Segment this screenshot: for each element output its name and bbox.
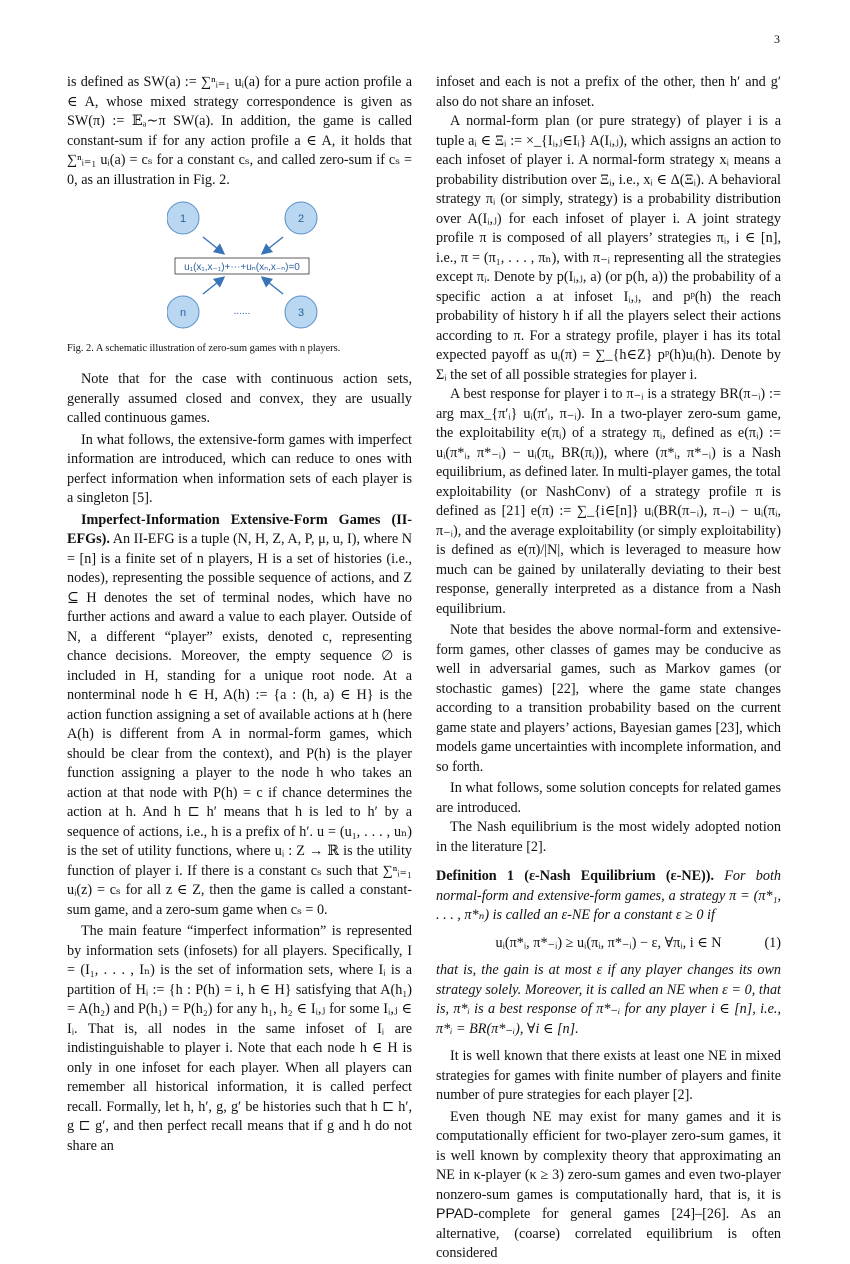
definition-body: For both normal-form and extensive-form games, a strategy π = (π*₁, . . . , π*ₙ) is called an ε-NE for a constant ε ≥ 0 if — [436, 868, 781, 923]
node-2-label: 2 — [297, 213, 305, 225]
node-1-label: 1 — [179, 213, 187, 225]
paragraph: In what follows, some solution concepts for related games are introduced. — [436, 780, 781, 816]
right-column — [436, 73, 781, 1264]
definition-tail: that is, the gain is at most ε if any player changes its own strategy solely. Moreover, it is called an NE when ε = 0, that is, π*ᵢ is a best response of π*₋ᵢ for any player i ∈ [n], i.e., π*ᵢ = BR(π*₋ᵢ), ∀i ∈ [n]. — [436, 962, 781, 1037]
arrow-3 — [263, 278, 283, 294]
node-n-label: n — [179, 307, 187, 319]
figure-caption: Fig. 2. A schematic illustration of zero-sum games with n players. — [67, 343, 341, 354]
page-number: 3 — [774, 32, 780, 46]
paragraph: Note that besides the above normal-form and extensive-form games, other classes of games may be conducive as well in adversarial games, such as Markov games (or stochastic games) [22], where the game state changes according to a transition probability based on the current game state and players’ actions, Bayesian games [23], which models game uncertainties with incomplete information, and so forth. — [436, 622, 781, 775]
ppad-term: PPAD — [436, 1206, 474, 1222]
paragraph-text: Even though NE may exist for many games and it is computationally efficient for two-player zero-sum games, it is well known by complexity theory that approximating an NE in κ-player (κ ≥ 3) zero-sum games and even two-player nonzero-sum games is computationally hard, that is, it is — [436, 1108, 781, 1203]
equation-number: (1) — [764, 934, 781, 951]
paragraph: A normal-form plan (or pure strategy) of player i is a tuple aᵢ ∈ Ξᵢ := ×_{Iᵢ,ⱼ∈Iᵢ} A(Iᵢ,ⱼ), which assigns an action to each infoset of player i. A normal-form strategy xᵢ means a probability distribution over Ξᵢ, i.e., xᵢ ∈ Δ(Ξᵢ). A behavioral strategy πᵢ (or simply, strategy) is a probability distribution over A(Iᵢ,ⱼ) for each infoset of player i. A joint strategy profile π is composed of all players’ strategies πᵢ, i ∈ [n], i.e., π = (π₁, . . . , πₙ), with π₋ᵢ representing all the strategies except πᵢ. Denote by p(Iᵢ,ⱼ, a) (or p(h, a)) the probability of a specific action a at infoset Iᵢ,ⱼ, and pᵖ(h) the reach probability of history h if all the players select their actions according to π. For a strategy profile, player i has its total expected payoff as uᵢ(π) = ∑_{h∈Z} pᵖ(h)uᵢ(h). Denote by Σᵢ the set of all possible strategies for player i. — [436, 113, 781, 383]
figure-2 — [67, 196, 412, 454]
definition — [436, 867, 781, 926]
equation-1 — [436, 934, 781, 954]
arrow-1 — [203, 237, 223, 253]
node-3-label: 3 — [297, 307, 305, 319]
paragraph: The Nash equilibrium is the most widely adopted notion in the literature [2]. — [436, 819, 781, 855]
zero-sum-diagram — [167, 200, 357, 330]
paragraph: Note that for the case with continuous action sets, generally assumed closed and convex, they are usually called continuous games. — [67, 371, 412, 426]
paragraph: A best response for player i to π₋ᵢ is a strategy BR(π₋ᵢ) := arg max_{π′ᵢ} uᵢ(π′ᵢ, π₋ᵢ). In a two-player zero-sum game, the exploitability e(πᵢ) of a strategy πᵢ, defined as e(πᵢ) := uᵢ(π*ᵢ, π*₋ᵢ) − uᵢ(πᵢ, BR(πᵢ)), where (π*ᵢ, π*₋ᵢ) is a Nash equilibrium, as defined later. In multi-player games, the total exploitability (or NashConv) of a strategy profile π is defined as [21] e(π) := ∑_{i∈[n]} uᵢ(BR(π₋ᵢ), π₋ᵢ) − uᵢ(πᵢ, π₋ᵢ), and the average exploitability (or simply exploitability) is defined as e(π)/|N|, which is leveraged to measure how much can be gained by unilaterally deviating to their best response, generally interpreted as a distance from a Nash equilibrium. — [436, 386, 781, 617]
section-heading: Imperfect-Information Extensive-Form Games (II-EFGs). — [67, 511, 412, 547]
paragraph: infoset and each is not a prefix of the other, then h′ and g′ also do not share an infoset. — [436, 74, 781, 110]
ellipsis-label: ...... — [233, 306, 251, 317]
paragraph — [67, 511, 412, 921]
paragraph: is defined as SW(a) := ∑ⁿᵢ₌₁ uᵢ(a) for a pure action profile a ∈ A, whose mixed strategy correspondence is given as SW(π) := 𝔼ₐ∼π SW(a). In addition, the game is called constant-sum if for any action profile a ∈ A, it holds that ∑ⁿᵢ₌₁ uᵢ(a) = cₛ for a constant cₛ, and called zero-sum if cₛ = 0, as an illustration in Fig. 2. — [67, 74, 412, 188]
paragraph-body: An II-EFG is a tuple (N, H, Z, A, P, μ, u, I), where N = [n] is a finite set of n players, H is a set of histories (i.e., nodes), representing the possible sequence of actions, and Z ⊆ H denotes the set of terminal nodes, which have no further actions and award a value to each player. Outside of N, a different “player” exists, denoted c, representing chance decisions. Moreover, the empty sequence ∅ is included in H, standing for a unique root node. At a nonterminal node h ∈ H, A(h) := {a : (h, a) ∈ H} is the action function assigning a set of available actions at h (here A(h) is different from A in normal-form games, which should be clear from the context), and P(h) is the player function assigning a player to the node h who takes an action at that node with P(h) = c if chance determines the action at h. And h ⊏ h′ means that h is led to h′ by a sequence of actions, i.e., h is a prefix of h′. u = (u₁, . . . , uₙ) is the set of utility functions, where uᵢ : Z → ℝ is the utility function of player i. If there is a constant cₛ such that ∑ⁿᵢ₌₁ uᵢ(z) = cₛ for all z ∈ Z, then the game is called a constant-sum game, and a zero-sum game when cₛ = 0. — [67, 531, 412, 918]
equation-text: uᵢ(π*ᵢ, π*₋ᵢ) ≥ uᵢ(πᵢ, π*₋ᵢ) − ε, ∀πᵢ, i ∈ N — [495, 934, 722, 951]
paragraph: The main feature “imperfect information” is represented by information sets (infosets) for all players. Specifically, I = (I₁, . . . , Iₙ) is the set of information sets, where Iᵢ is a partition of Hᵢ := {h : P(h) = i, h ∈ H} satisfying that A(h₁) = A(h₂) and P(h₁) = P(h₂) for any h₁, h₂ ∈ Iᵢ,ⱼ for some Iᵢ,ⱼ ∈ Iᵢ. That is, all nodes in the same infoset of Iᵢ are indistinguishable to player i. Note that each node h ∈ H is only in one infoset for each player. When all players can remember all historical information, it is called perfect recall. Formally, let h, h′, g, g′ be histories such that h ⊏ h′, g ⊏ g′, and then perfect recall means that if g and h do not share an — [67, 923, 412, 1154]
paragraph — [436, 1108, 781, 1264]
paragraph-text: -complete for general games [24]–[26]. As an alternative, (coarse) correlated equilibrium is often considered — [436, 1206, 781, 1261]
arrow-n — [203, 278, 223, 294]
paragraph: It is well known that there exists at least one NE in mixed strategies for games with finite number of players and finite number of pure strategies for each player [2]. — [436, 1048, 781, 1103]
arrow-2 — [263, 237, 283, 253]
left-column — [67, 73, 412, 1156]
equation-label: u₁(x₁,x₋₁)+⋯+uₙ(xₙ,x₋ₙ)=0 — [184, 262, 300, 273]
paragraph: In what follows, the extensive-form games with imperfect information are introduced, which can reduce to ones with perfect information when information sets of each player is a singleton [5]. — [67, 431, 412, 506]
definition-heading: Definition 1 (ε-Nash Equilibrium (ε-NE)). — [436, 868, 715, 884]
